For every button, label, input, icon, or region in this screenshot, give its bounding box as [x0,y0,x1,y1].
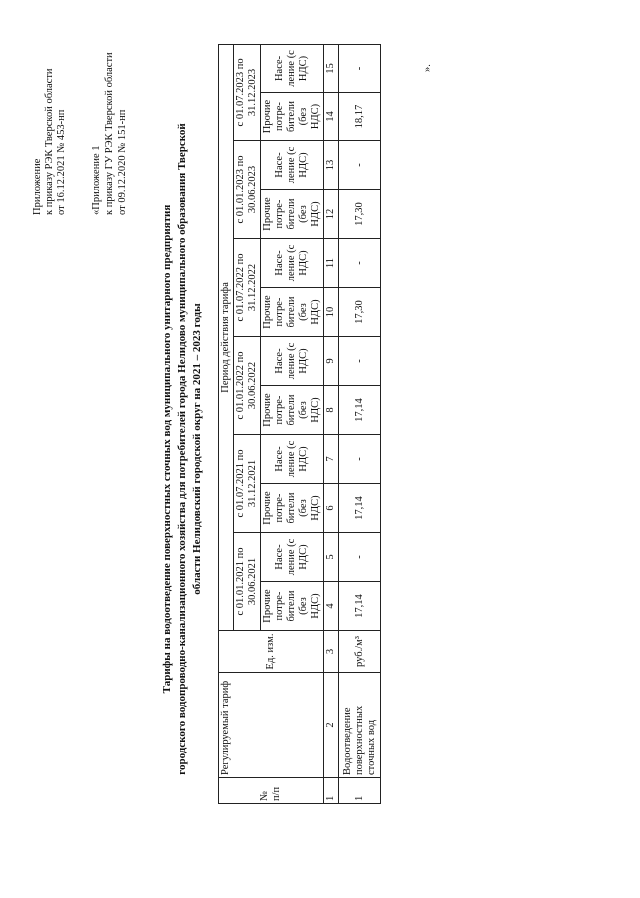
title-line: Тарифы на водоотведение поверхностных сточных вод муниципального унитарного предприятия [161,204,173,694]
col-num-header: № п/п [219,778,324,804]
appendix-line: от 16.12.2021 № 453-нп [56,109,67,215]
sub-population-header: Насе- ление (с НДС) [261,533,324,582]
sub-other-header: Прочие потре- бители (без НДС) [261,484,324,533]
tariff-value: 18,17 [339,93,381,141]
sub-other-header: Прочие потре- бители (без НДС) [261,190,324,239]
tariff-value: 17,30 [339,288,381,337]
column-number: 9 [324,337,339,386]
sub-population-header: Насе- ление (с НДС) [261,44,324,92]
appendix-line: к приказу РЭК Тверской области [44,68,55,215]
sub-other-header: Прочие потре- бители (без НДС) [261,386,324,435]
tariff-value: 17,30 [339,190,381,239]
column-number: 7 [324,435,339,484]
title-line: городского водопроводно-канализационного хозяйства для потребителей города Нелидово муниципального образования Тверской [176,123,188,775]
column-number: 13 [324,141,339,190]
period-cell: с 01.07.2021 по 31.12.2021 [234,435,261,533]
column-number: 10 [324,288,339,337]
col-tariff-header: Регулируемый тариф [219,673,324,778]
column-number: 11 [324,239,339,288]
col-unit-header: Ед. изм. [219,631,324,673]
title-line: области Нелидовский городской округ на 2021 – 2023 годы [191,303,203,595]
tariff-table [218,44,381,804]
tariff-value: - [339,141,381,190]
column-number: 5 [324,533,339,582]
tariff-value: 17,14 [339,386,381,435]
column-number: 4 [324,582,339,631]
prior-appendix-line: от 09.12.2020 № 151-нп [117,109,128,215]
tariff-value: 17,14 [339,484,381,533]
period-cell: с 01.01.2021 по 30.06.2021 [234,533,261,631]
period-cell: с 01.01.2023 по 30.06.2023 [234,141,261,239]
column-number: 12 [324,190,339,239]
sub-population-header: Насе- ление (с НДС) [261,435,324,484]
tariff-value: 17,14 [339,582,381,631]
column-number: 1 [324,778,339,804]
closing-quote: ». [422,64,433,72]
column-number: 15 [324,44,339,92]
period-cell: с 01.01.2022 по 30.06.2022 [234,337,261,435]
tariff-value: - [339,44,381,92]
sub-other-header: Прочие потре- бители (без НДС) [261,582,324,631]
column-number: 6 [324,484,339,533]
column-number: 8 [324,386,339,435]
sub-other-header: Прочие потре- бители (без НДС) [261,288,324,337]
tariff-value: - [339,533,381,582]
appendix-line: Приложение [32,158,43,215]
sub-other-header: Прочие потре- бители (без НДС) [261,93,324,141]
column-number: 3 [324,631,339,673]
tariff-value: - [339,337,381,386]
column-number-row [324,44,339,803]
sub-population-header: Насе- ление (с НДС) [261,141,324,190]
sub-population-header: Насе- ление (с НДС) [261,337,324,386]
prior-appendix-line: к приказу ГУ РЭК Тверской области [104,52,115,215]
column-number: 14 [324,93,339,141]
prior-appendix-line: «Приложение 1 [91,145,102,215]
sub-population-header: Насе- ление (с НДС) [261,239,324,288]
row-number: 1 [339,778,381,804]
period-header: Период действия тарифа [219,44,234,630]
period-cell: с 01.07.2022 по 31.12.2022 [234,239,261,337]
row-tariff-name: Водоотведение поверхностных сточных вод [339,673,381,778]
period-cell: с 01.07.2023 по 31.12.2023 [234,44,261,140]
column-number: 2 [324,673,339,778]
row-unit: руб./м³ [339,631,381,673]
header-row [219,44,234,803]
tariff-value: - [339,239,381,288]
tariff-value: - [339,435,381,484]
table-row [339,44,381,803]
